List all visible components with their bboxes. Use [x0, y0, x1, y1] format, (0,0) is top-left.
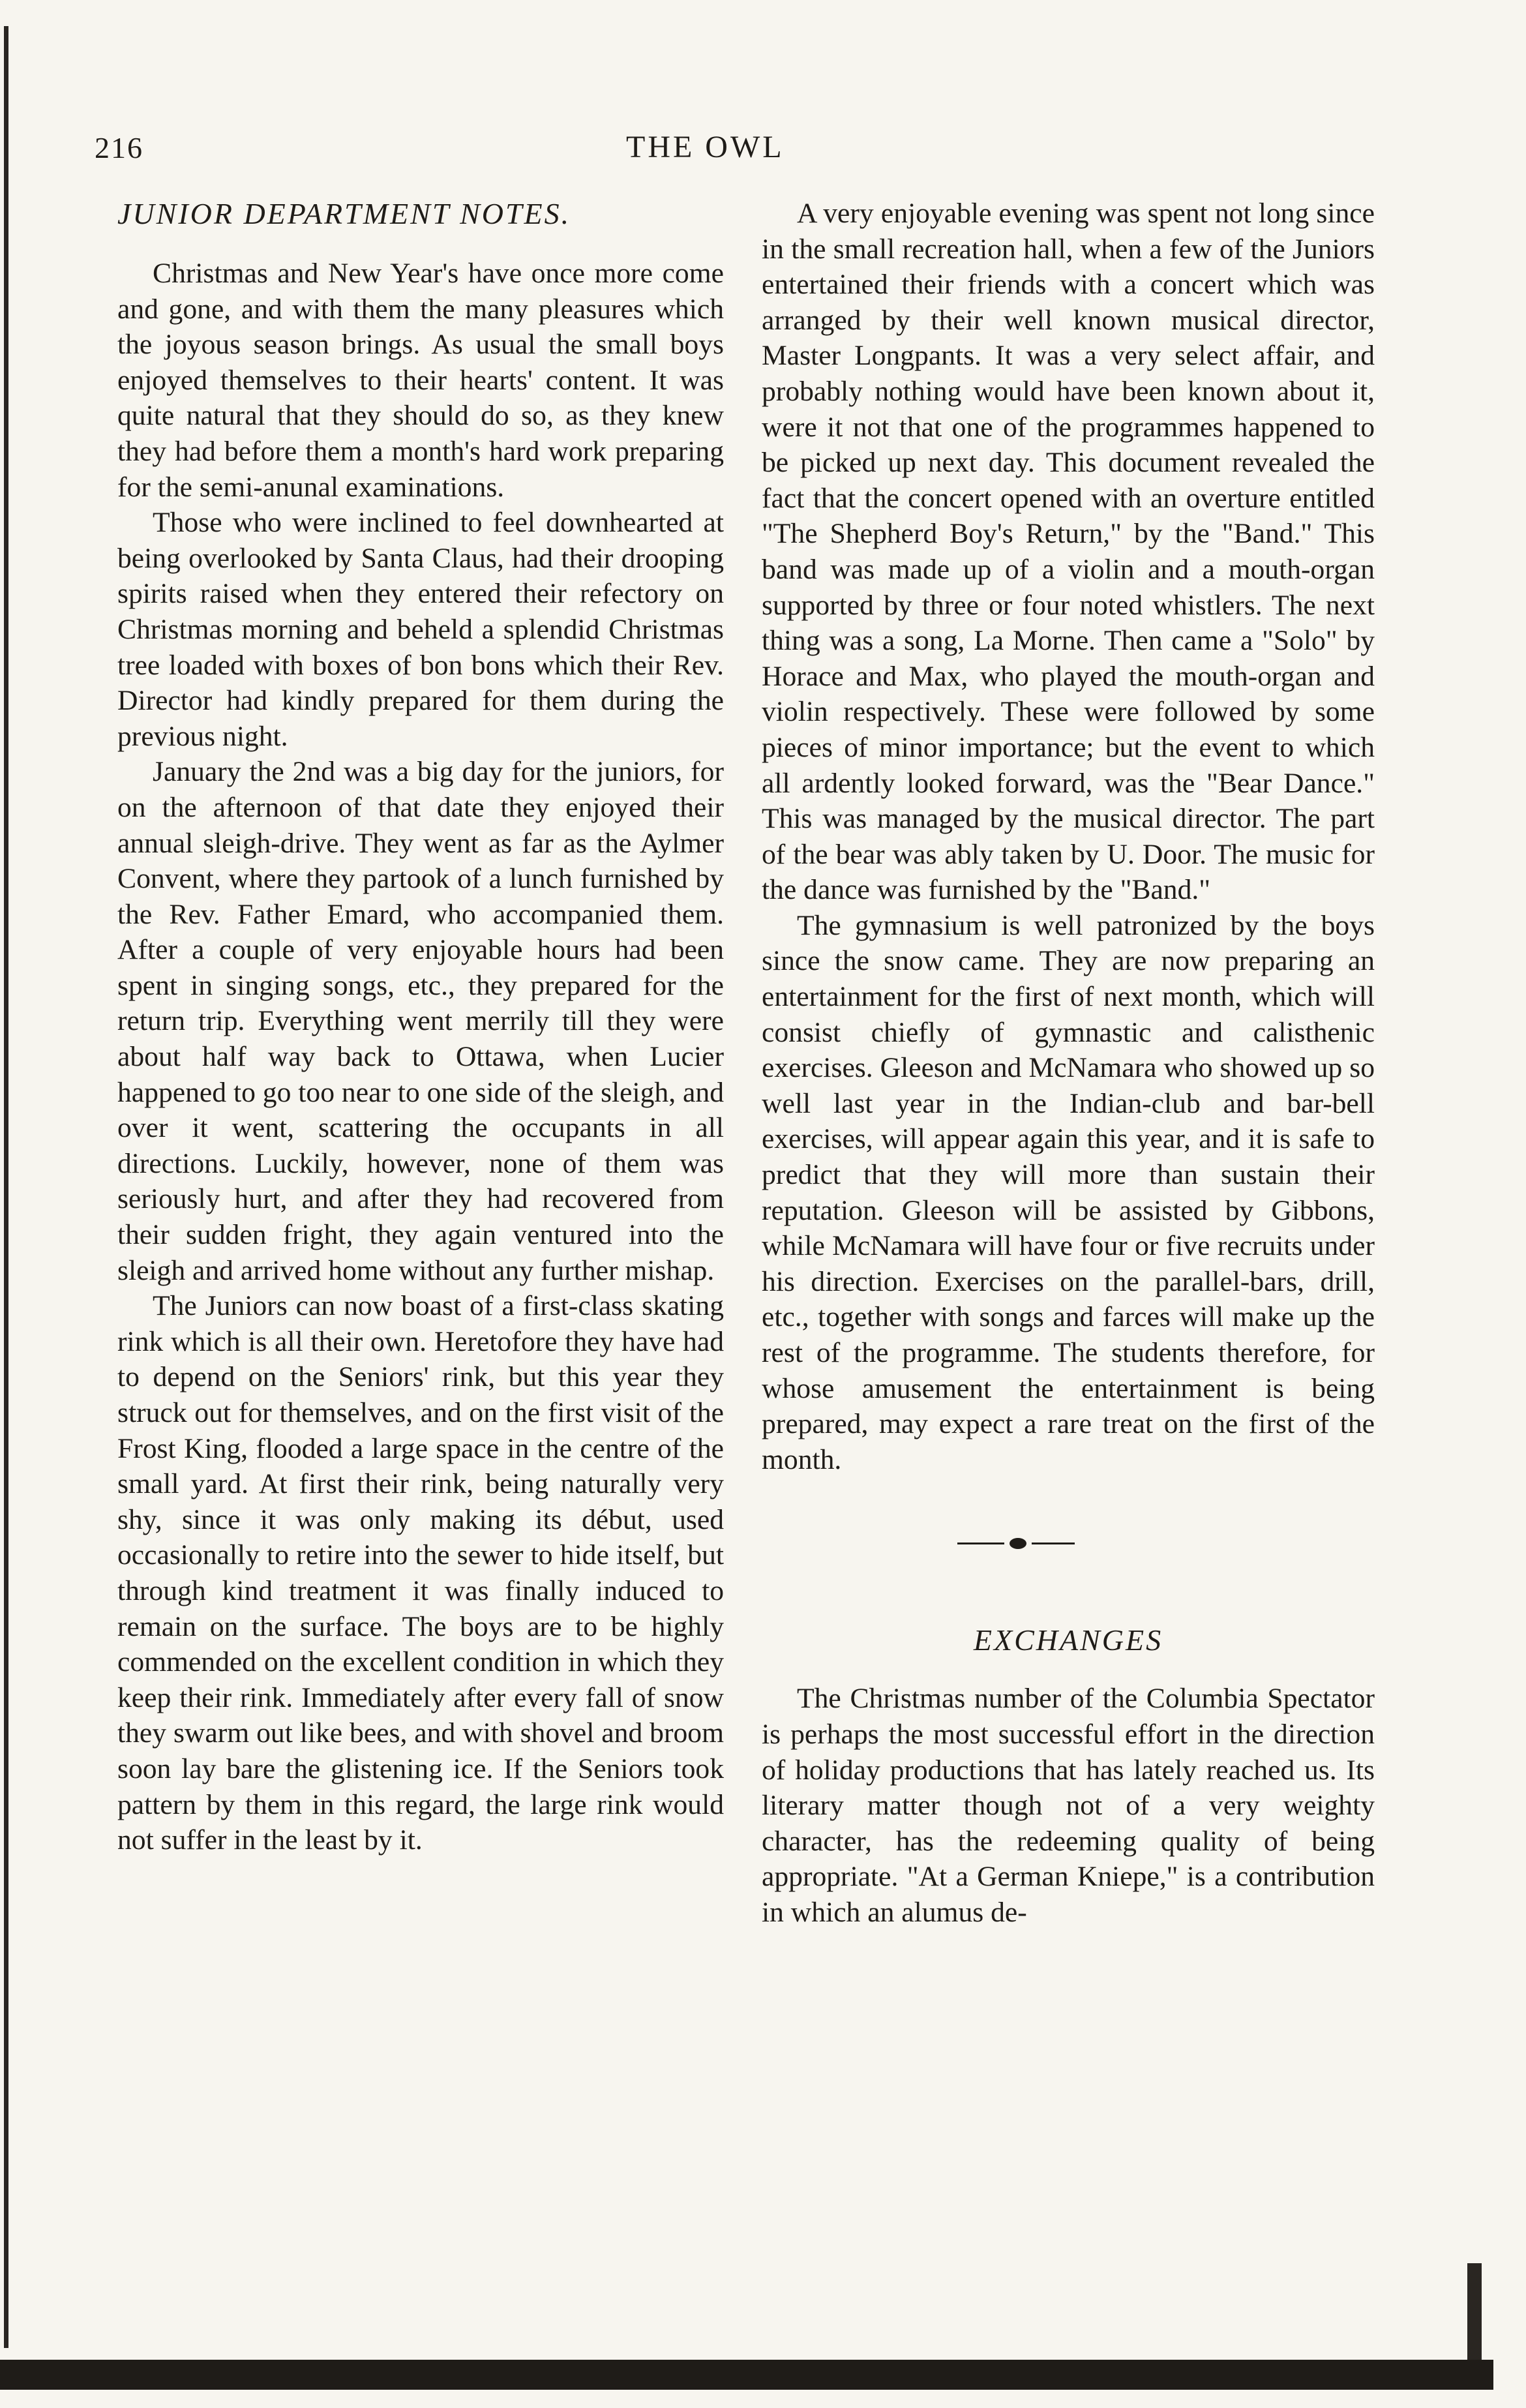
section-divider-ornament: [762, 1518, 1375, 1570]
junior-notes-title: JUNIOR DEPARTMENT NOTES.: [117, 197, 571, 230]
exchanges-paragraph: The Christmas number of the Columbia Spectator is perhaps the most successful effort in the direction of holiday productions that has lately reached us. Its literary matter though not of a very weighty character, has the redeeming quality of being appropriate. "At a German Kniepe," is a contribution in which an alumus de-: [762, 1683, 1375, 1928]
junior-notes-paragraph: The Juniors can now boast of a first-class skating rink which is all their own. Heretofore they have had to depend on the Seniors' rink, but this year they struck out for themselves, and on the first visit of the Frost King, flooded a large space in the centre of the small yard. At first their rink, being naturally very shy, since it was only making its début, used occasionally to retire into the sewer to hide itself, but through kind treatment it was finally induced to remain on the surface. The boys are to be highly commended on the excellent condition in which they keep their rink. Immediately after every fall of snow they swarm out like bees, and with shovel and broom soon lay bare the glistening ice. If the Seniors took pattern by them in this regard, the large rink would not suffer in the least by it.: [117, 1290, 724, 1856]
right-margin-rule: [1467, 2263, 1482, 2361]
junior-notes-paragraph: A very enjoyable evening was spent not long since in the small recreation hall, when a few of the Juniors entertained their friends with a concert which was arranged by their well known musical director, Master Longpants. It was a very select affair, and probably nothing would have been known about it, were it not that one of the programmes happened to be picked up next day. This document revealed the fact that the concert opened with an overture entitled "The Shepherd Boy's Return," by the "Band." This band was made up of a violin and a mouth-organ supported by three or four noted whistlers. The next thing was a song, La Morne. Then came a "Solo" by Horace and Max, who played the mouth-organ and violin respectively. These were followed by some pieces of minor importance; but the event to which all ardently looked forward, was the "Bear Dance." This was managed by the musical director. The part of the bear was ably taken by U. Door. The music for the dance was furnished by the "Band.": [762, 198, 1375, 906]
running-head: THE OWL: [626, 130, 785, 164]
junior-notes-paragraph: Christmas and New Year's have once more come and gone, and with them the many pleasures which the joyous season brings. As usual the small boys enjoyed themselves to their hearts' content. It was quite natural that they should do so, as they knew they had before them a month's hard work preparing for the semi-anunal examinations.: [117, 258, 724, 503]
left-column: [117, 196, 724, 1858]
junior-notes-paragraph: January the 2nd was a big day for the juniors, for on the afternoon of that date they enjoyed their annual sleigh-drive. They went as far as the Aylmer Convent, where they partook of a lunch furnished by the Rev. Father Emard, who accompanied them. After a couple of very enjoyable hours had been spent in singing songs, etc., they prepared for the return trip. Everything went merrily till they were about half way back to Ottawa, when Lucier happened to go too near to one side of the sleigh, and over it went, scattering the occupants in all directions. Luckily, however, none of them was seriously hurt, and after they had recovered from their sudden fright, they again ventured into the sleigh and arrived home without any further mishap.: [117, 756, 724, 1286]
left-margin-rule: [4, 26, 8, 2348]
page-number: 216: [95, 131, 143, 164]
bottom-margin-rule: [0, 2360, 1493, 2390]
junior-notes-paragraph: The gymnasium is well patronized by the boys since the snow came. They are now preparing an entertainment for the first of next month, which will consist chiefly of gymnastic and calisthenic exercises. Gleeson and McNamara who showed up so well last year in the Indian-club and bar-bell exercises, will appear again this year, and it is safe to predict that they will more than sustain their reputation. Gleeson will be assisted by Gibbons, while McNamara will have four or five recruits under his direction. Exercises on the parallel-bars, drill, etc., together with songs and farces will make up the rest of the programme. The students therefore, for whose amusement the entertainment is being prepared, may expect a rare treat on the first of the month.: [762, 909, 1375, 1475]
exchanges-title: EXCHANGES: [973, 1623, 1163, 1657]
right-column: [762, 196, 1375, 1931]
junior-notes-paragraph: Those who were inclined to feel downhearted at being overlooked by Santa Claus, had their drooping spirits raised when they entered their refectory on Christmas morning and beheld a splendid Christmas tree loaded with boxes of bon bons which their Rev. Director had kindly prepared for them during the previous night.: [117, 507, 724, 752]
